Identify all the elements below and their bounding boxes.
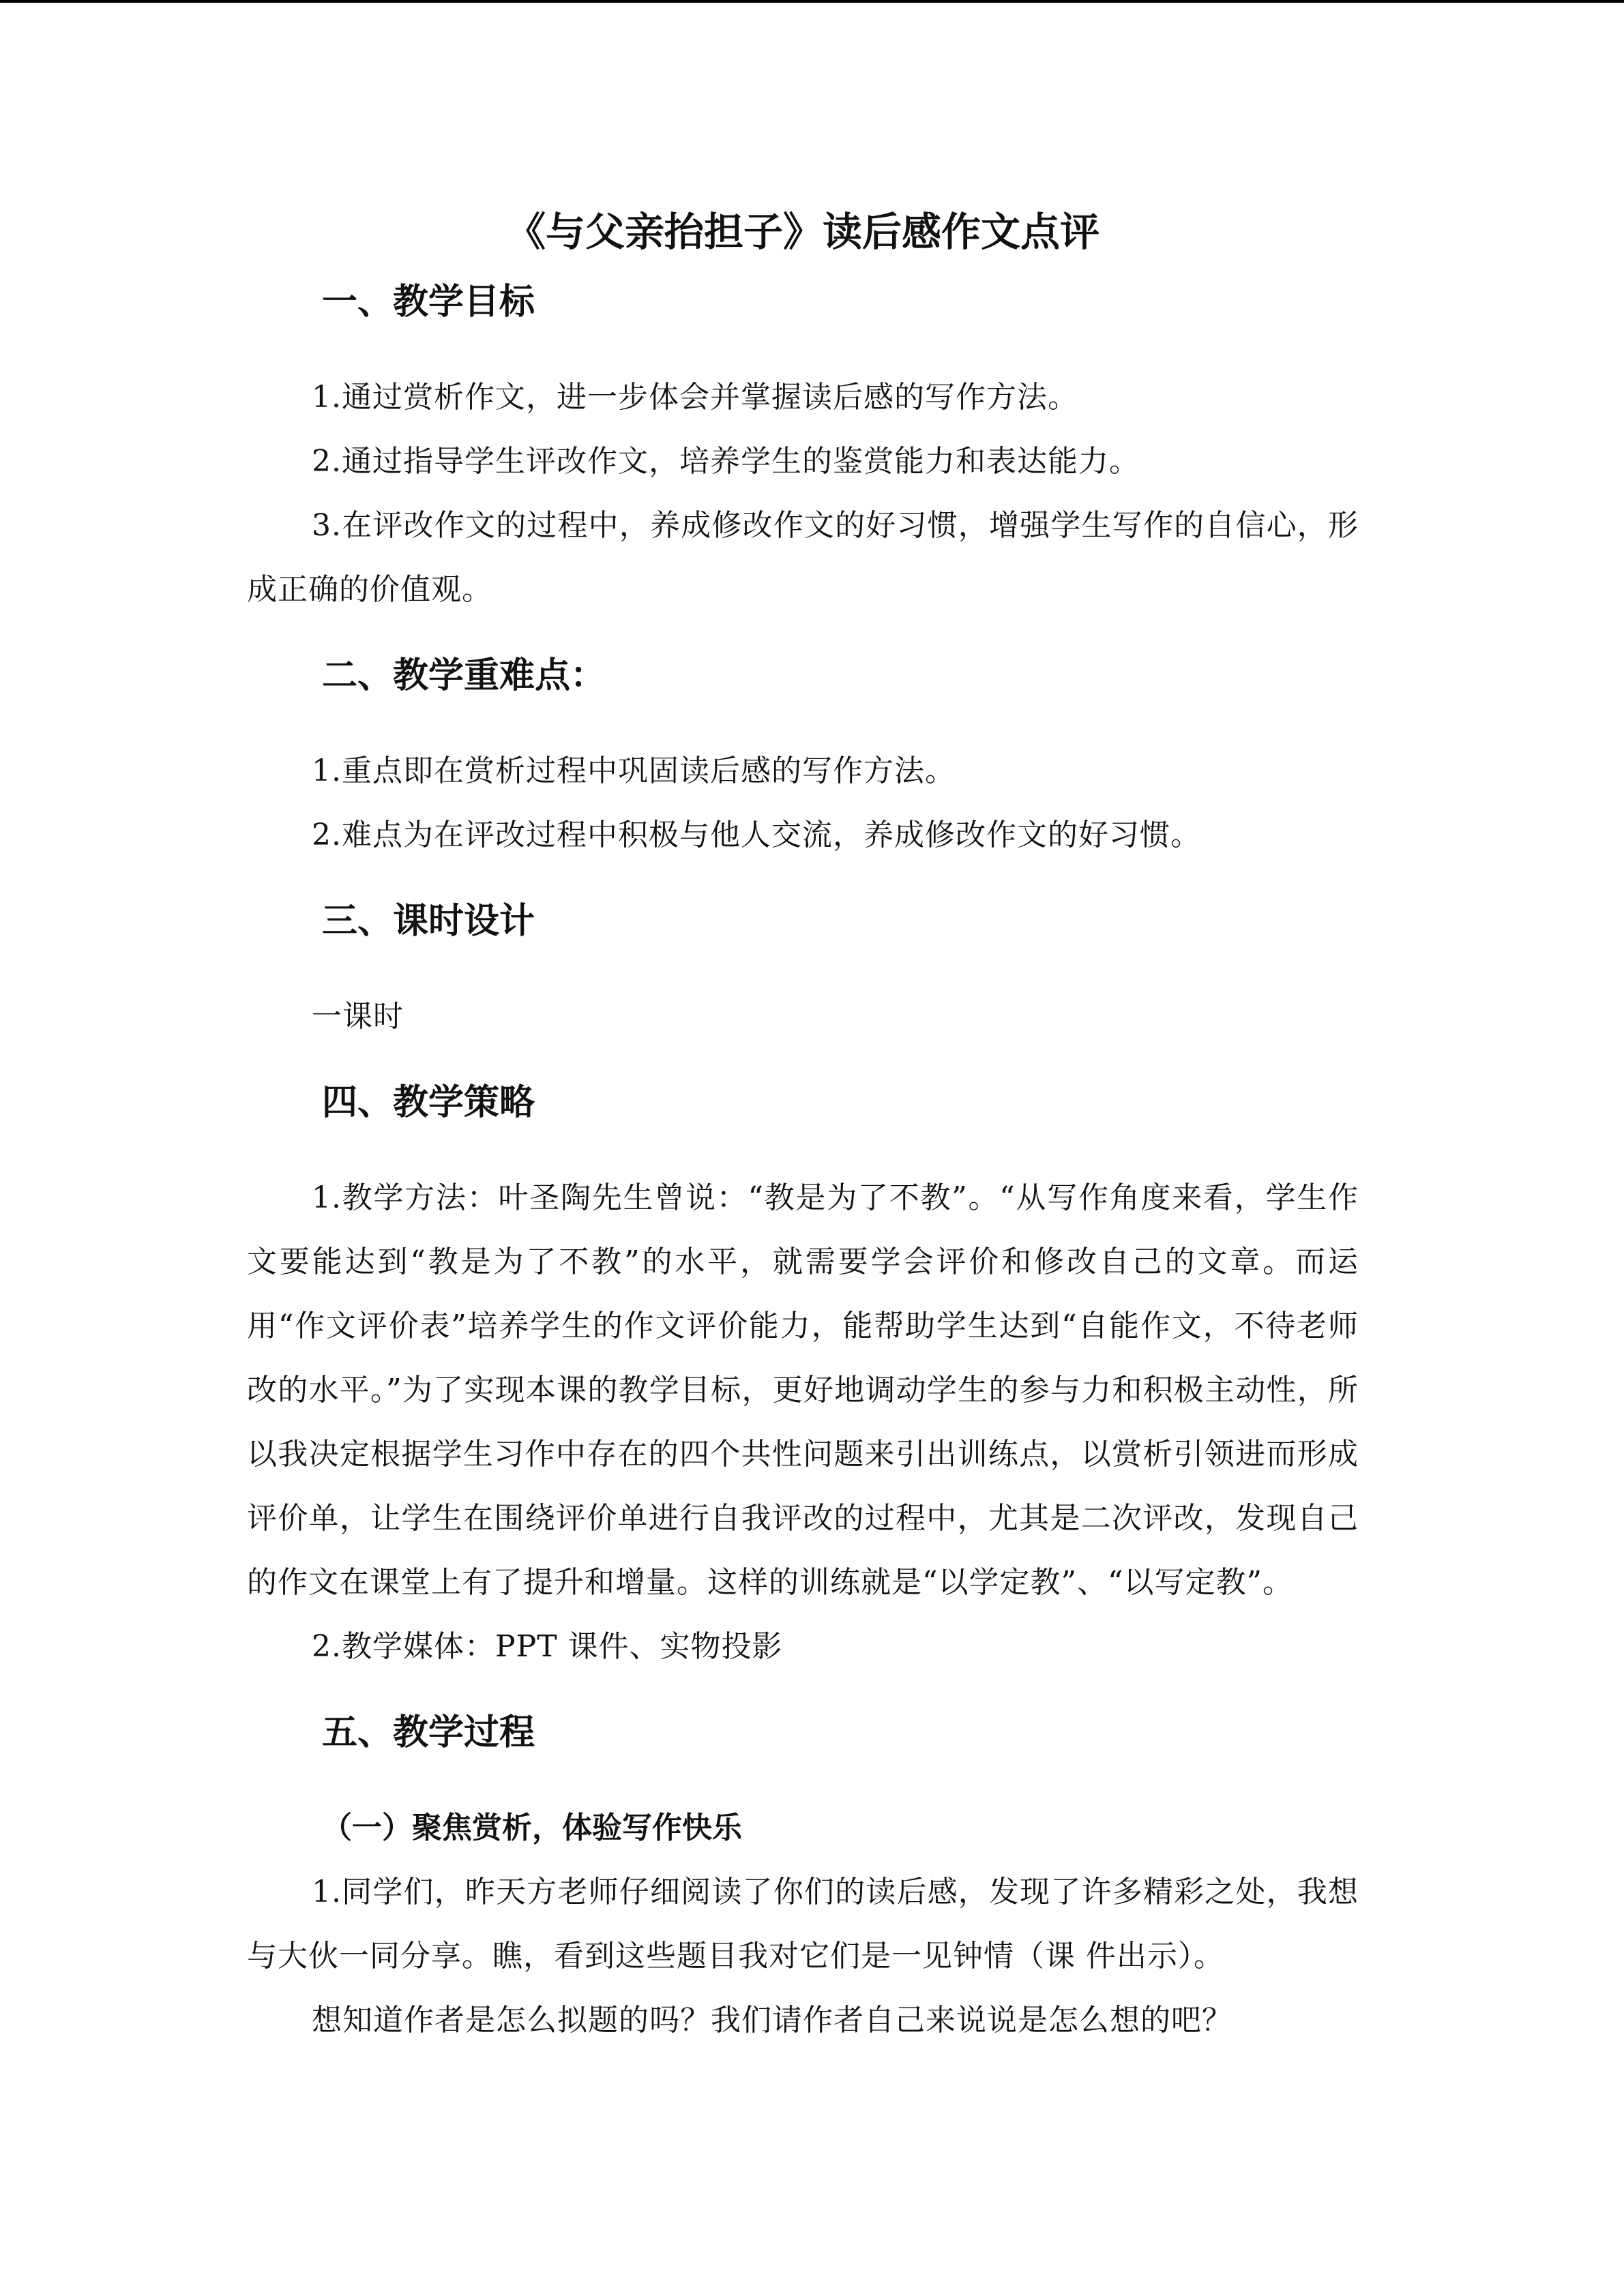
paragraph: 1.教学方法：叶圣陶先生曾说：“教是为了不教”。“从写作角度来看，学生作文要能达到“教是为了不教”的水平，就需要学会评价和修改自己的文章。而运用“作文评价表”培养学生的作文评价能力，能帮助学生达到“自能作文，不待老师改的水平。”为了实现本课的教学目标，更好地调动学生的参与力和积极主动性，所以我决定根据学生习作中存在的四个共性问题来引出训练点，以赏析引领进而形成评价单，让学生在围绕评价单进行自我评改的过程中，尤其是二次评改，发现自己的作文在课堂上有了提升和增量。这样的训练就是“以学定教”、“以写定教”。 (247, 1180, 1359, 1600)
document-title: 《与父亲抬担子》读后感作文点评 (505, 209, 1099, 255)
section-heading-key-points: 二、教学重难点： (322, 655, 606, 696)
paragraph: 2.通过指导学生评改作文，培养学生的鉴赏能力和表达能力。 (312, 444, 1140, 479)
paragraph: 2.教学媒体：PPT 课件、实物投影 (312, 1629, 783, 1664)
paragraph: 1.同学们，昨天方老师仔细阅读了你们的读后感，发现了许多精彩之处，我想与大伙一同分享。瞧，看到这些题目我对它们是一见钟情（课 件出示）。 (247, 1875, 1359, 1973)
section-heading-goals: 一、教学目标 (322, 282, 535, 323)
paragraph: 想知道作者是怎么拟题的吗？我们请作者自己来说说是怎么想的吧？ (312, 2003, 1232, 2038)
paragraph: 1.重点即在赏析过程中巩固读后感的写作方法。 (312, 754, 956, 788)
section-heading-lesson-design: 三、课时设计 (322, 901, 535, 942)
subsection-heading: （一）聚焦赏析，体验写作快乐 (322, 1810, 742, 1845)
paragraph: 2.难点为在评改过程中积极与他人交流，养成修改作文的好习惯。 (312, 818, 1201, 852)
document-page (247, 205, 1359, 2053)
page-top-border (0, 0, 1624, 3)
section-heading-process: 五、教学过程 (322, 1712, 535, 1753)
paragraph: 3.在评改作文的过程中，养成修改作文的好习惯，增强学生写作的自信心，形成正确的价值观。 (247, 508, 1359, 607)
paragraph: 1.通过赏析作文，进一步体会并掌握读后感的写作方法。 (312, 380, 1078, 415)
paragraph: 一课时 (312, 999, 404, 1034)
section-heading-strategy: 四、教学策略 (322, 1082, 535, 1123)
